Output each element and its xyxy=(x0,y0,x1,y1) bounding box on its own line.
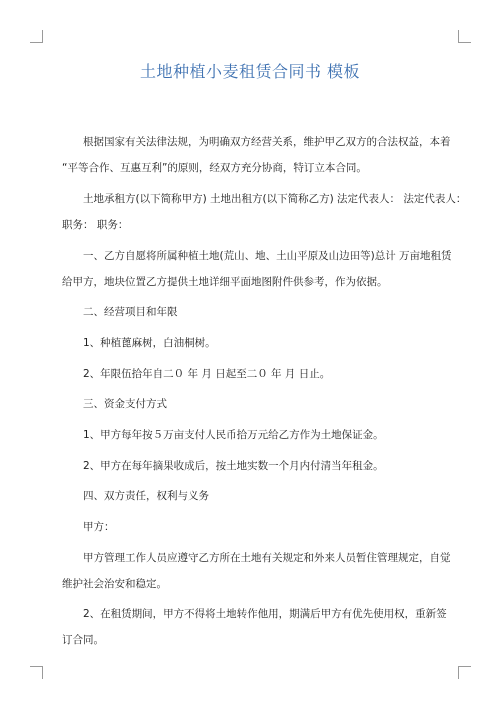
body-line-9: 2、年限伍拾年自二０ 年 月 日起至二０ 年 月 日止。 xyxy=(83,368,331,380)
document-title: 土地种植小麦租赁合同书 模板 xyxy=(139,62,361,81)
body-line-1: 根据国家有关法律法规，为明确双方经营关系，维护甲乙双方的合法权益，本着 xyxy=(83,136,451,148)
body-line-2: “平等合作、互惠互利”的原则，经双方充分协商，特订立本合同。 xyxy=(62,162,367,174)
body-line-15: 甲方管理工作人员应遵守乙方所在土地有关规定和外来人员暂住管理规定，自觉 xyxy=(83,552,451,564)
section-heading-3: 三、资金支付方式 xyxy=(83,398,167,410)
body-line-12: 2、甲方在每年摘果收成后，按土地实数一个月内付清当年租金。 xyxy=(83,460,384,472)
party-a-label: 甲方： xyxy=(83,521,115,533)
body-line-17: 2、在租赁期间，甲方不得将土地转作他用，期满后甲方有优先使用权，重新签 xyxy=(83,608,447,620)
section-heading-4: 四、双方责任，权利与义务 xyxy=(83,490,209,502)
body-line-3: 土地承租方(以下简称甲方) 土地出租方(以下简称乙方) 法定代表人： 法定代表人： xyxy=(83,193,467,205)
body-line-16: 维护社会治安和稳定。 xyxy=(62,578,167,590)
body-line-11: 1、甲方每年按５万亩支付人民币拾万元给乙方作为土地保证金。 xyxy=(83,429,384,441)
crop-mark-top-left xyxy=(30,30,43,43)
body-line-6: 给甲方，地块位置乙方提供土地详细平面地图附件供参考，作为依据。 xyxy=(62,276,388,288)
body-line-4: 职务： 职务： xyxy=(62,219,129,231)
body-line-18: 订合同。 xyxy=(62,634,104,646)
crop-mark-bottom-left xyxy=(30,666,43,679)
section-heading-2: 二、经营项目和年限 xyxy=(83,306,178,318)
body-line-5: 一、乙方自愿将所属种植土地(荒山、地、土山平原及山边田等)总计 万亩地租赁 xyxy=(83,250,452,262)
crop-mark-top-right xyxy=(458,30,471,43)
body-line-8: 1、种植蓖麻树，白油桐树。 xyxy=(83,337,216,349)
crop-mark-bottom-right xyxy=(458,666,471,679)
